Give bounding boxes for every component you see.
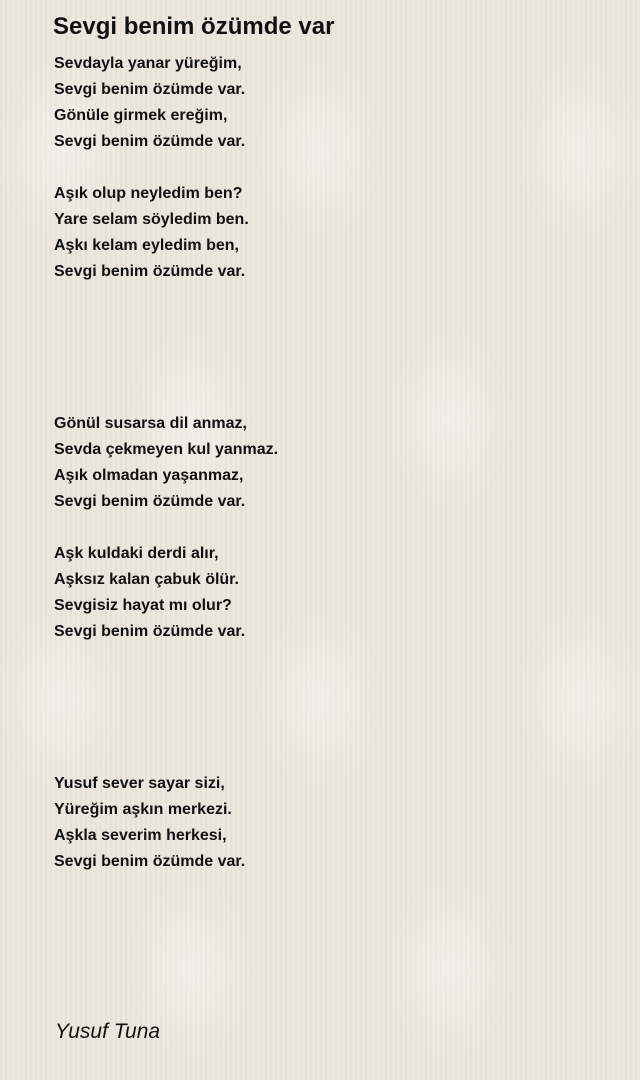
poem-line: Aşk kuldaki derdi alır, (54, 545, 219, 562)
poem-line: Aşkla severim herkesi, (54, 827, 227, 844)
stanza-3 (54, 411, 278, 515)
poem-line: Sevgisiz hayat mı olur? (54, 597, 232, 614)
poem-author: Yusuf Tuna (55, 1020, 161, 1043)
poem-line: Gönüle girmek ereğim, (54, 107, 228, 124)
poem-title: Sevgi benim özümde var (53, 13, 335, 40)
poem-line: Yüreğim aşkın merkezi. (54, 801, 232, 818)
poem-line: Aşkı kelam eyledim ben, (54, 237, 239, 254)
poem-line: Sevgi benim özümde var. (54, 853, 246, 870)
poem-line: Aşksız kalan çabuk ölür. (54, 571, 239, 588)
stanza-4 (54, 541, 245, 645)
poem-line: Sevgi benim özümde var. (54, 133, 246, 150)
poem-line: Yusuf sever sayar sizi, (54, 775, 225, 792)
poem-line: Sevgi benim özümde var. (54, 263, 246, 280)
poem-line: Sevgi benim özümde var. (54, 81, 246, 98)
stanza-2 (54, 181, 249, 285)
poem-line: Gönül susarsa dil anmaz, (54, 415, 247, 432)
poem-line: Sevgi benim özümde var. (54, 623, 246, 640)
poem-line: Aşık olmadan yaşanmaz, (54, 467, 244, 484)
poem-line: Sevdayla yanar yüreğim, (54, 55, 242, 72)
stanza-5 (54, 771, 245, 875)
poem-line: Aşık olup neyledim ben? (54, 185, 243, 202)
stanza-1 (54, 51, 245, 155)
poem-line: Yare selam söyledim ben. (54, 211, 249, 228)
poem-line: Sevda çekmeyen kul yanmaz. (54, 441, 279, 458)
poem-line: Sevgi benim özümde var. (54, 493, 246, 510)
